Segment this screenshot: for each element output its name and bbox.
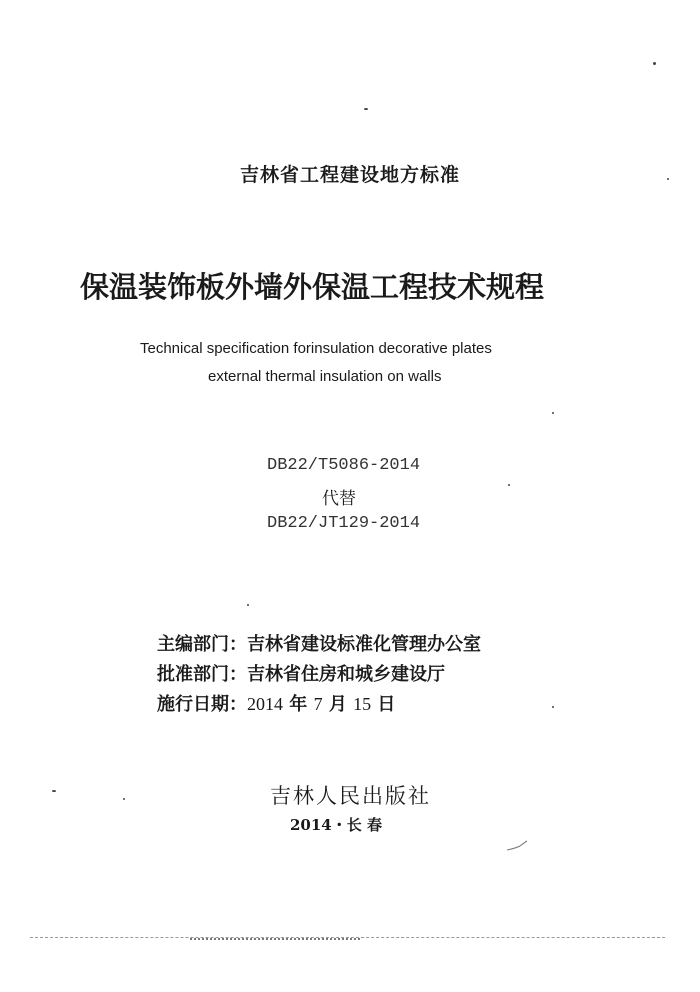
scan-speck [552, 412, 554, 414]
document-title-en-line1: Technical specification forinsulation decorative plates [140, 340, 492, 357]
effective-year-unit: 年 [289, 694, 308, 715]
editor-label: 主编部门： [157, 634, 247, 655]
standard-series: 吉林省工程建设地方标准 [239, 164, 460, 186]
editor-line [157, 630, 481, 656]
approver-label: 批准部门： [157, 664, 247, 685]
scan-speck [653, 62, 656, 65]
document-title-en-line2: external thermal insulation on walls [208, 368, 442, 385]
effective-month: 7 [313, 694, 323, 714]
scan-speck [247, 604, 249, 606]
publication-place: 2014・长 春 [290, 816, 382, 834]
effective-month-unit: 月 [328, 694, 347, 715]
scan-speck [667, 178, 669, 180]
scan-speck [123, 798, 125, 800]
effective-day: 15 [353, 694, 372, 714]
replaces-label: 代替 [322, 489, 356, 509]
scan-speck [508, 484, 510, 486]
scan-speck [552, 706, 554, 708]
pen-mark-icon [506, 840, 528, 852]
approver-line [157, 660, 445, 686]
effective-date-line [157, 690, 395, 716]
scan-speck [52, 790, 56, 792]
scan-border-line [190, 938, 360, 940]
document-title-cn: 保温装饰板外墙外保温工程技术规程 [80, 270, 545, 304]
effective-year: 2014 [247, 694, 283, 714]
approver-value: 吉林省住房和城乡建设厅 [247, 664, 445, 685]
editor-value: 吉林省建设标准化管理办公室 [247, 634, 481, 655]
effective-day-unit: 日 [377, 694, 396, 715]
scan-speck [364, 108, 368, 110]
standard-number: DB22/T5086-2014 [267, 456, 421, 475]
publisher-name: 吉林人民出版社 [270, 784, 431, 808]
effective-label: 施行日期： [157, 694, 247, 715]
replaced-standard-number: DB22/JT129-2014 [267, 514, 421, 533]
